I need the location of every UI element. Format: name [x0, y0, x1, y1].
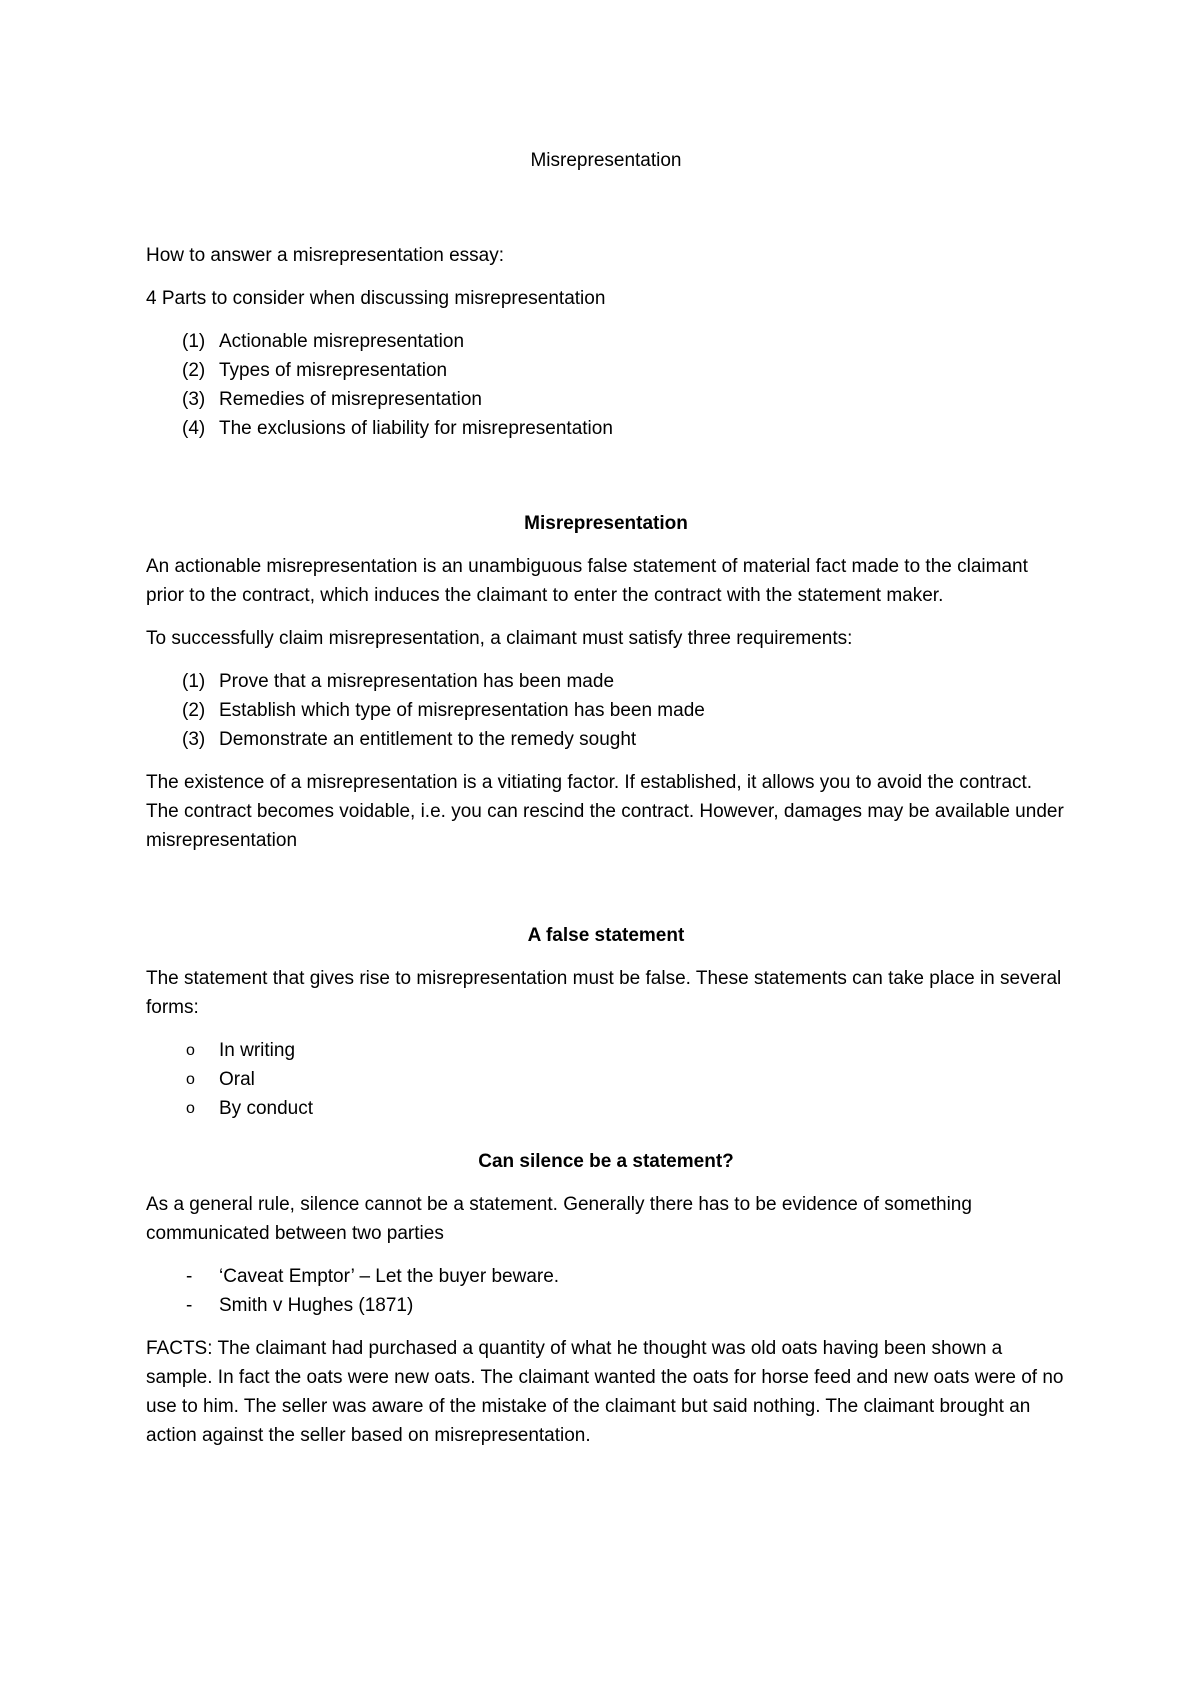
bullet-dash-icon: -: [186, 1295, 193, 1316]
silence-paragraph: As a general rule, silence cannot be a statement. Generally there has to be evidence of something communicated between two parties: [146, 1194, 972, 1244]
list-item-text: Oral: [219, 1069, 255, 1090]
list-item-text: The exclusions of liability for misrepresentation: [219, 418, 613, 439]
statement-forms-list: [146, 1036, 1066, 1123]
list-item-text: Prove that a misrepresentation has been made: [219, 671, 615, 692]
list-item-text: Types of misrepresentation: [219, 360, 448, 381]
list-item-text: By conduct: [219, 1098, 313, 1119]
list-item-text: Demonstrate an entitlement to the remedy sought: [219, 729, 637, 750]
list-item: [146, 1262, 1066, 1291]
list-item-text: Remedies of misrepresentation: [219, 389, 482, 410]
list-item: [146, 667, 1066, 696]
list-marker: (3): [182, 729, 206, 750]
list-item-text: Establish which type of misrepresentation has been made: [219, 700, 705, 721]
bullet-dash-icon: -: [186, 1266, 193, 1287]
list-item: [146, 414, 1066, 443]
list-item-text: In writing: [219, 1040, 296, 1061]
list-item: [146, 1036, 1066, 1065]
parts-list: [146, 327, 1066, 443]
list-item: [146, 696, 1066, 725]
list-item: [146, 1291, 1066, 1320]
list-item-text: Smith v Hughes (1871): [219, 1295, 414, 1316]
misrepresentation-definition: An actionable misrepresentation is an unambiguous false statement of material fact made to the claimant prior to the contract, which induces the claimant to enter the contract with the statement maker.: [146, 556, 1028, 606]
intro-question: How to answer a misrepresentation essay:: [146, 245, 504, 266]
section-heading-misrepresentation: Misrepresentation: [524, 513, 688, 534]
list-item: [146, 1065, 1066, 1094]
section-heading-false-statement: A false statement: [527, 925, 685, 946]
list-marker: (2): [182, 360, 206, 381]
facts-text: The claimant had purchased a quantity of what he thought was old oats having been shown a sample. In fact the oats were new oats. The claimant wanted the oats for horse feed and new oats were of no use to him. The seller was aware of the mistake of the claimant but said nothing. The claimant brought an action against the seller based on misrepresentation.: [146, 1338, 1064, 1446]
facts-label: FACTS:: [146, 1338, 213, 1359]
bullet-circle-icon: o: [186, 1042, 195, 1059]
list-marker: (4): [182, 418, 206, 439]
list-item: [146, 356, 1066, 385]
list-marker: (2): [182, 700, 206, 721]
parts-heading: 4 Parts to consider when discussing misrepresentation: [146, 288, 606, 309]
list-item: [146, 385, 1066, 414]
list-item-text: ‘Caveat Emptor’ – Let the buyer beware.: [219, 1266, 560, 1287]
vitiating-factor-paragraph: The existence of a misrepresentation is a vitiating factor. If established, it allows you to avoid the contract. The contract becomes voidable, i.e. you can rescind the contract. However, damages may be available under misrepresentation: [146, 772, 1064, 851]
list-item: [146, 1094, 1066, 1123]
list-item: [146, 725, 1066, 754]
facts-paragraph: [146, 1334, 1066, 1450]
requirements-intro: To successfully claim misrepresentation, a claimant must satisfy three requirements:: [146, 628, 853, 649]
list-item: [146, 327, 1066, 356]
document-body: [146, 146, 1066, 1450]
bullet-circle-icon: o: [186, 1071, 195, 1088]
list-marker: (3): [182, 389, 206, 410]
requirements-list: [146, 667, 1066, 754]
bullet-circle-icon: o: [186, 1100, 195, 1117]
document-title: Misrepresentation: [530, 150, 682, 171]
list-marker: (1): [182, 331, 206, 352]
list-marker: (1): [182, 671, 206, 692]
silence-points-list: [146, 1262, 1066, 1320]
section-heading-silence: Can silence be a statement?: [478, 1151, 734, 1172]
false-statement-paragraph: The statement that gives rise to misrepresentation must be false. These statements can take place in several forms:: [146, 968, 1062, 1018]
list-item-text: Actionable misrepresentation: [219, 331, 465, 352]
